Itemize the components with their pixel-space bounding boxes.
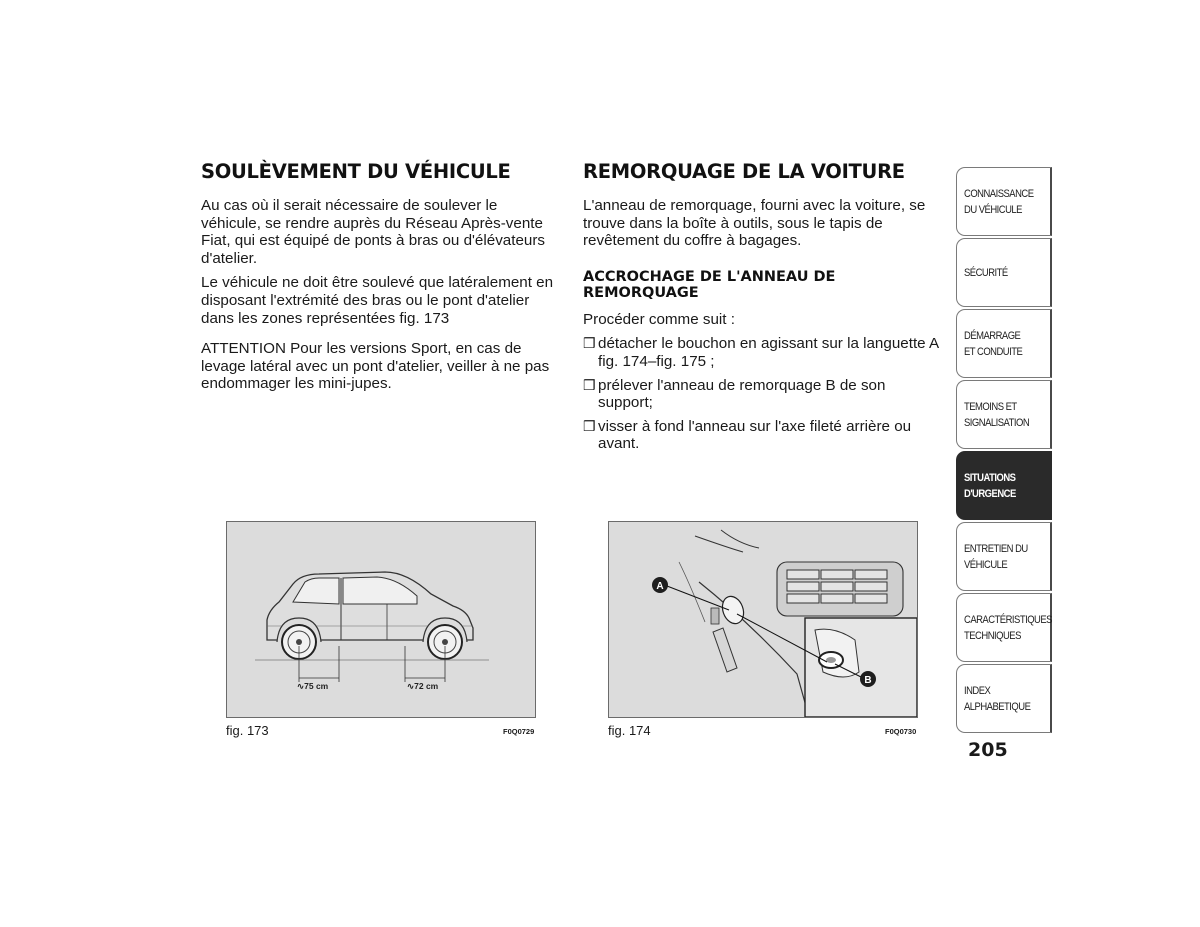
tab-label: DÉMARRAGE ET CONDUITE bbox=[964, 329, 1023, 358]
tab-index-alphabetique[interactable] bbox=[956, 664, 1052, 733]
steps-list bbox=[583, 335, 943, 453]
figure-caption: fig. 173 bbox=[226, 723, 269, 738]
page-number: 205 bbox=[968, 739, 1008, 761]
dimension-label-front: 75 cm bbox=[304, 681, 329, 691]
tab-label: SÉCURITÉ bbox=[964, 266, 1008, 279]
tab-label: ENTRETIEN DU VÉHICULE bbox=[964, 542, 1028, 571]
tab-label: INDEX ALPHABETIQUE bbox=[964, 684, 1031, 713]
figure-174-tow-ring bbox=[608, 521, 918, 718]
label-a: A bbox=[656, 581, 664, 592]
tab-situations-urgence[interactable] bbox=[956, 451, 1052, 520]
section-towing bbox=[583, 160, 943, 459]
section-title-lifting: SOULÈVEMENT DU VÉHICULE bbox=[201, 160, 511, 183]
tab-demarrage-conduite[interactable] bbox=[956, 309, 1052, 378]
paragraph: Au cas où il serait nécessaire de soulever le véhicule, se rendre auprès du Réseau Après-vente Fiat, qui est équipé de ponts à bras ou d'élévateurs d'atelier. bbox=[201, 197, 545, 267]
tab-entretien-vehicule[interactable] bbox=[956, 522, 1052, 591]
paragraph: Le véhicule ne doit être soulevé que latéralement en disposant l'extrémité des bras ou le pont d'atelier dans les zones représentées fig. 173 bbox=[201, 274, 554, 327]
tab-label: SITUATIONS D'URGENCE bbox=[964, 471, 1016, 500]
checkbox-bullet-icon: ❒ bbox=[583, 417, 596, 434]
procedure-intro: Procéder comme suit : bbox=[583, 310, 735, 328]
figure-code: F0Q0730 bbox=[885, 727, 917, 736]
tab-label: TEMOINS ET SIGNALISATION bbox=[964, 400, 1030, 429]
tab-caracteristiques-techniques[interactable] bbox=[956, 593, 1052, 662]
figure-caption: fig. 174 bbox=[608, 723, 651, 738]
tilde-symbol: ∿ bbox=[297, 681, 305, 691]
step-text: prélever l'anneau de remorquage B de son support; bbox=[598, 376, 886, 412]
checkbox-bullet-icon: ❒ bbox=[583, 335, 596, 352]
tab-label: CARACTÉRISTIQUES TECHNIQUES bbox=[964, 613, 1052, 642]
list-item bbox=[583, 418, 943, 453]
paragraph-attention: ATTENTION Pour les versions Sport, en cas de levage latéral avec un pont d'atelier, veiller à ne pas endommager les mini-jupes. bbox=[201, 340, 550, 393]
tab-securite[interactable] bbox=[956, 238, 1052, 307]
tab-connaissance-vehicule[interactable] bbox=[956, 167, 1052, 236]
tab-label: CONNAISSANCE DU VÉHICULE bbox=[964, 187, 1034, 216]
list-item bbox=[583, 335, 943, 370]
paragraph-intro: L'anneau de remorquage, fourni avec la voiture, se trouve dans la boîte à outils, sous le tapis de revêtement du coffre à bagages. bbox=[583, 197, 926, 250]
dimension-label-rear: 72 cm bbox=[414, 681, 439, 691]
tab-temoins-signalisation[interactable] bbox=[956, 380, 1052, 449]
tilde-symbol: ∿ bbox=[407, 681, 415, 691]
list-item bbox=[583, 377, 943, 412]
step-text: visser à fond l'anneau sur l'axe fileté arrière ou avant. bbox=[598, 417, 912, 453]
svg-text:∿72 cm bbox=[407, 681, 439, 691]
car-side-illustration bbox=[227, 522, 535, 717]
section-title-towing: REMORQUAGE DE LA VOITURE bbox=[583, 160, 905, 183]
label-b: B bbox=[864, 675, 872, 686]
bumper-illustration bbox=[609, 522, 917, 717]
section-lifting bbox=[201, 160, 559, 400]
figure-173-car-lift-points bbox=[226, 521, 536, 718]
checkbox-bullet-icon: ❒ bbox=[583, 376, 596, 393]
svg-text:∿75 cm bbox=[297, 681, 329, 691]
figure-code: F0Q0729 bbox=[503, 727, 535, 736]
step-text: détacher le bouchon en agissant sur la languette A fig. 174–fig. 175 ; bbox=[598, 335, 939, 370]
chapter-tabs bbox=[956, 167, 1052, 735]
subsection-title: ACCROCHAGE DE L'ANNEAU DE REMORQUAGE bbox=[583, 268, 836, 301]
